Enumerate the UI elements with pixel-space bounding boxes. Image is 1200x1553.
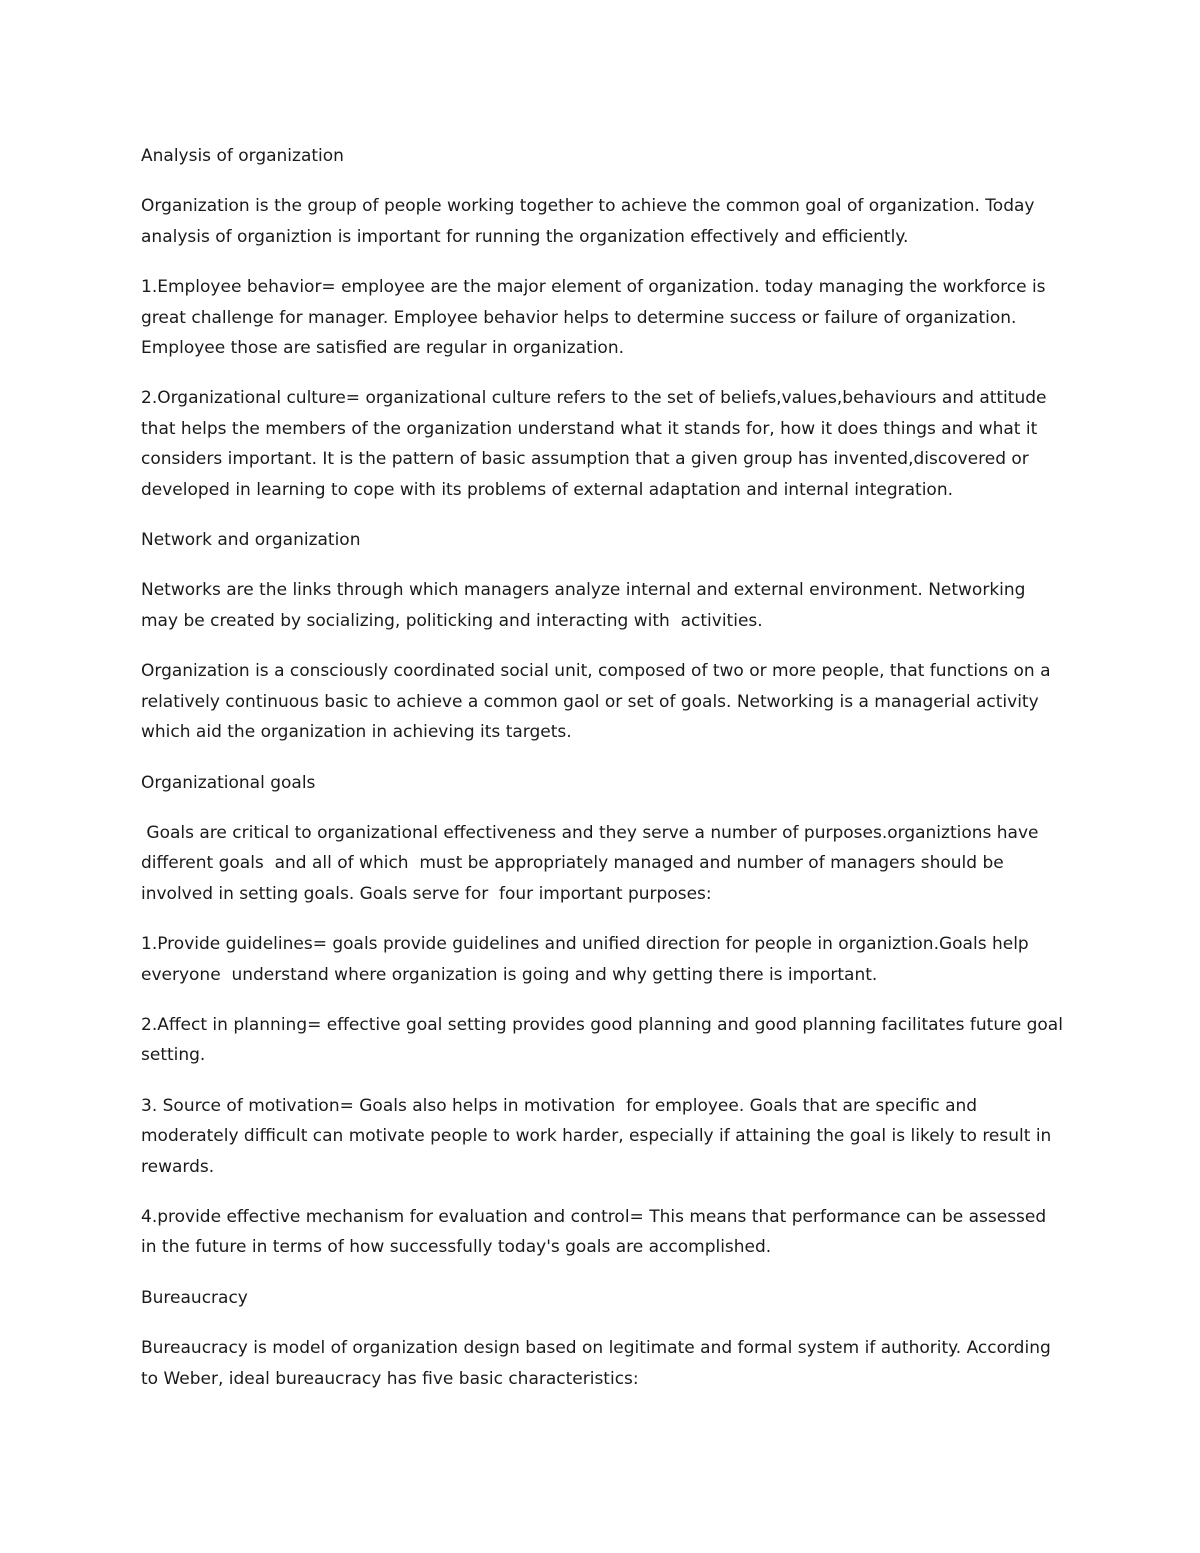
paragraph-provide-guidelines: 1.Provide guidelines= goals provide guidelines and unified direction for people in organiztion.Goals help everyone understand where organization is going and why getting there is important. [141, 934, 1035, 985]
paragraph-organization-social-unit: Organization is a consciously coordinated social unit, composed of two or more people, that functions on a relatively continuous basic to achieve a common gaol or set of goals. Networking is a managerial activity which aid the organization in achieving its targets. [141, 661, 1056, 743]
paragraph-affect-in-planning: 2.Affect in planning= effective goal setting provides good planning and good planning facilitates future goal setting. [141, 1014, 1069, 1066]
paragraph-organization-definition: Organization is the group of people working together to achieve the common goal of organization. Today analysis of organiztion is important for running the organization effectively and efficiently. [141, 196, 1040, 247]
paragraph-organizational-culture: 2.Organizational culture= organizational culture refers to the set of beliefs,values,behaviours and attitude that helps the members of the organization understand what it stands for, how it does things and what it considers important. It is the pattern of basic assumption that a given group has invented,discovered or developed in learning to cope with its problems of external adaptation and internal integration. [141, 388, 1052, 500]
heading-analysis-of-organization: Analysis of organization [141, 146, 344, 166]
document-body [141, 141, 1069, 1414]
heading-bureaucracy: Bureaucracy [141, 1287, 248, 1308]
paragraph-employee-behavior: 1.Employee behavior= employee are the major element of organization. today managing the workforce is great challenge for manager. Employee behavior helps to determine success or failure of organization. Employee those are satisfied are regular in organization. [141, 277, 1051, 359]
paragraph-evaluation-and-control: 4.provide effective mechanism for evaluation and control= This means that performance can be assessed in the future in terms of how successfully today's goals are accomplished. [141, 1206, 1052, 1258]
paragraph-bureaucracy-definition: Bureaucracy is model of organization design based on legitimate and formal system if authority. According to Weber, ideal bureaucracy has five basic characteristics: [141, 1338, 1057, 1389]
paragraph-networks: Networks are the links through which managers analyze internal and external environment. Networking may be created by socializing, politicking and interacting with activities. [141, 580, 1031, 631]
heading-organizational-goals: Organizational goals [141, 772, 316, 793]
paragraph-source-of-motivation: 3. Source of motivation= Goals also helps in motivation for employee. Goals that are specific and moderately difficult can motivate people to work harder, especially if attaining the goal is likely to result in rewards. [141, 1095, 1057, 1177]
paragraph-goals-critical: Goals are critical to organizational effectiveness and they serve a number of purposes.organiztions have different goals and all of which must be appropriately managed and number of managers should be involved in setting goals. Goals serve for four important purposes: [141, 822, 1044, 904]
heading-network-and-organization: Network and organization [141, 530, 361, 551]
